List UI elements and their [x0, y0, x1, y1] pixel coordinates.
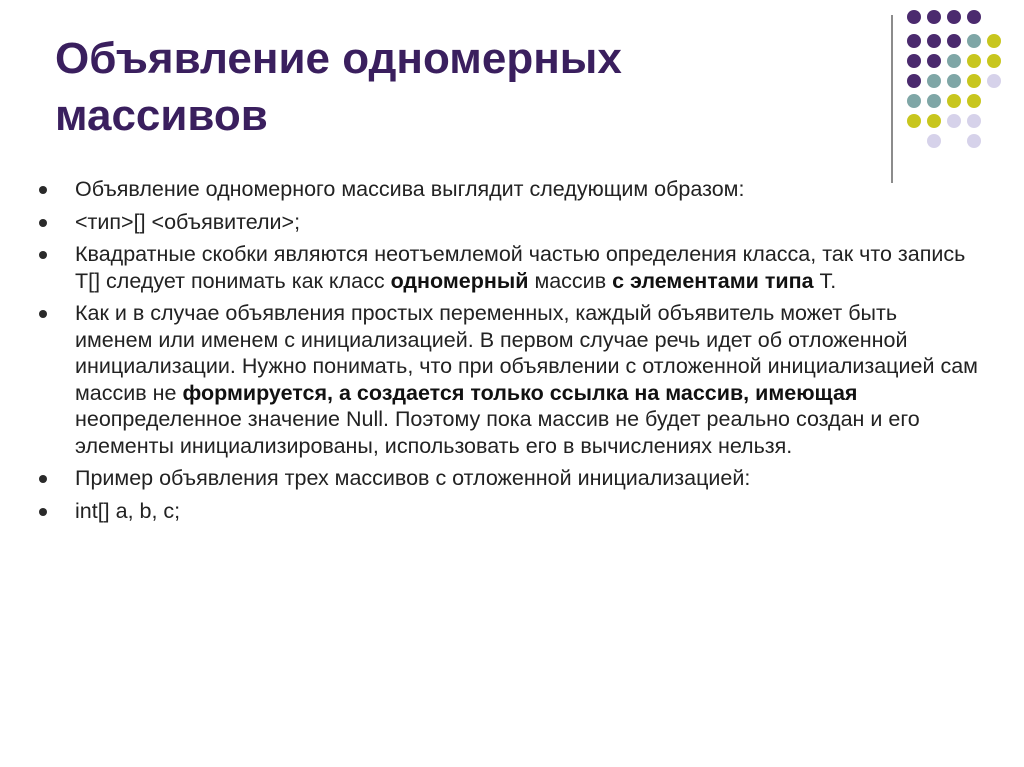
dot-icon [907, 10, 921, 24]
dot-icon [967, 10, 981, 24]
bullet-icon [39, 475, 47, 483]
bullet-text: T. [813, 268, 837, 293]
dot-icon [947, 34, 961, 48]
dot-icon [907, 54, 921, 68]
dot-icon [967, 34, 981, 48]
dot-icon [987, 74, 1001, 88]
dot-icon [967, 54, 981, 68]
bullet-text: int[] a, b, c; [75, 498, 181, 523]
list-item [30, 465, 980, 492]
dot-icon [967, 94, 981, 108]
dot-icon [967, 134, 981, 148]
list-item [30, 209, 980, 236]
dot-icon [907, 114, 921, 128]
slide-title-line-1: Объявление одномерных [55, 34, 622, 83]
bullet-text: неопределенное значение Null. Поэтому пока массив не будет реально создан и его элементы инициализированы, использовать его в вычислениях нельзя. [75, 407, 920, 458]
dot-icon [947, 114, 961, 128]
bullet-icon [39, 508, 47, 516]
dot-icon [947, 94, 961, 108]
list-item [30, 300, 980, 459]
dot-icon [947, 74, 961, 88]
list-item [30, 241, 980, 294]
bullet-list [30, 176, 980, 530]
bullet-text: массив [528, 268, 613, 293]
bullet-text: Объявление одномерного массива выглядит следующим образом: [75, 177, 745, 201]
bullet-text: Как и в случае объявления простых переменных, каждый объявитель может быть именем или именем с инициализацией. В первом случае речь идет об отложенной инициализации. Нужно понимать, что при объявлении с отложенной инициализацией сам массив не [75, 301, 978, 405]
dot-icon [987, 34, 1001, 48]
dot-icon [967, 74, 981, 88]
dot-icon [967, 114, 981, 128]
dot-icon [927, 34, 941, 48]
slide-title [55, 30, 845, 144]
bold-text: формируется, а создается только ссылка на массив, имеющая [182, 380, 858, 405]
dot-icon [927, 94, 941, 108]
dot-icon [907, 94, 921, 108]
dot-icon [927, 10, 941, 24]
dot-icon [927, 54, 941, 68]
bullet-text: <тип>[] <объявители>; [75, 209, 301, 234]
bullet-icon [39, 251, 47, 259]
list-item [30, 176, 980, 203]
bullet-icon [39, 219, 47, 227]
slide-title-line-2: массивов [55, 91, 268, 141]
dot-icon [947, 10, 961, 24]
list-item [30, 498, 980, 525]
dot-icon [947, 54, 961, 68]
bullet-icon [39, 186, 47, 194]
decorative-dot-grid [900, 8, 1020, 168]
bold-text: одномерный [390, 268, 529, 293]
decorative-vertical-line [891, 15, 893, 183]
dot-icon [907, 34, 921, 48]
dot-icon [927, 74, 941, 88]
dot-icon [927, 114, 941, 128]
bold-text: с элементами типа [612, 268, 814, 293]
bullet-text: Квадратные скобки являются неотъемлемой частью определения класса, так что запись T[] следует понимать как класс [75, 242, 966, 293]
dot-icon [927, 134, 941, 148]
bullet-icon [39, 310, 47, 318]
bullet-text: Пример объявления трех массивов с отложенной инициализацией: [75, 466, 751, 490]
dot-icon [907, 74, 921, 88]
dot-icon [987, 54, 1001, 68]
